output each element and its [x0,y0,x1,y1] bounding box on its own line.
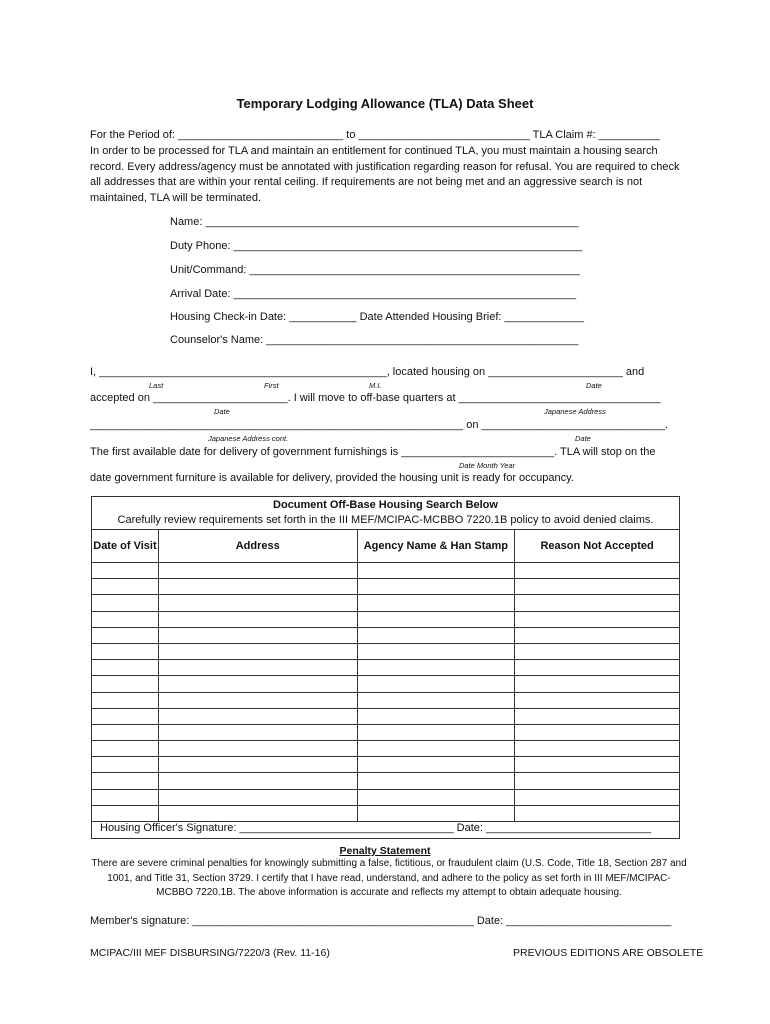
table-row [92,724,680,740]
table-cell[interactable] [357,805,515,821]
table-cell[interactable] [515,643,680,659]
table-cell[interactable] [158,627,357,643]
table-cell[interactable] [515,611,680,627]
table-cell[interactable] [92,741,159,757]
table-row [92,579,680,595]
member-signature[interactable]: Member's signature: ______________________________________________ Date: ___________________________ [90,915,672,927]
penalty-heading: Penalty Statement [339,845,431,857]
table-cell[interactable] [357,773,515,789]
label-japanese-address: Japanese Address [544,407,606,416]
statement-line-3[interactable]: _____________________________________________________________ on ______________________________. [90,419,669,431]
table-cell[interactable] [357,724,515,740]
statement-line-5: date government furniture is available for delivery, provided the housing unit is ready for occupancy. [90,472,574,484]
table-cell[interactable] [92,595,159,611]
statement-line-1[interactable]: I, _______________________________________________, located housing on ______________________ and [90,366,645,378]
search-instruction: Carefully review requirements set forth in the III MEF/MCIPAC-MCBBO 7220.1B policy to avoid denied claims. [117,514,654,526]
table-row [92,563,680,579]
form-number: MCIPAC/III MEF DISBURSING/7220/3 (Rev. 11-16) [90,947,330,959]
table-cell[interactable] [515,676,680,692]
table-cell[interactable] [92,676,159,692]
statement-line-4[interactable]: The first available date for delivery of government furnishings is _________________________. TLA will stop on the [90,446,656,458]
obsolete-notice: PREVIOUS EDITIONS ARE OBSOLETE [513,947,704,959]
table-cell[interactable] [158,724,357,740]
table-cell[interactable] [92,789,159,805]
table-cell[interactable] [158,789,357,805]
table-cell[interactable] [92,708,159,724]
table-cell[interactable] [515,595,680,611]
column-header-agency: Agency Name & Han Stamp [357,530,515,563]
table-cell[interactable] [92,563,159,579]
table-row [92,595,680,611]
column-header-date-of-visit: Date of Visit [92,530,159,563]
table-header-row [92,530,680,563]
label-date-3: Date [575,434,591,443]
table-cell[interactable] [515,660,680,676]
table-cell[interactable] [92,660,159,676]
table-row [92,627,680,643]
table-cell[interactable] [158,741,357,757]
table-cell[interactable] [515,757,680,773]
table-cell[interactable] [92,643,159,659]
table-cell[interactable] [357,789,515,805]
table-cell[interactable] [158,579,357,595]
column-header-address: Address [158,530,357,563]
search-heading: Document Off-Base Housing Search Below [273,499,498,511]
label-japanese-address-cont: Japanese Address cont. [208,434,289,443]
table-cell[interactable] [92,627,159,643]
label-date-2: Date [214,407,230,416]
period-line[interactable]: For the Period of: ___________________________ to ____________________________ TLA Claim #: __________ [90,129,660,141]
table-cell[interactable] [92,757,159,773]
table-cell[interactable] [92,579,159,595]
table-row [92,676,680,692]
unit-command-field[interactable]: Unit/Command: ______________________________________________________ [170,264,580,276]
table-cell[interactable] [515,627,680,643]
counselor-name-field[interactable]: Counselor's Name: ___________________________________________________ [170,334,579,346]
table-row [92,611,680,627]
table-cell[interactable] [357,595,515,611]
table-cell[interactable] [158,595,357,611]
penalty-text: There are severe criminal penalties for knowingly submitting a false, fictitious, or fraudulent claim (U.S. Code, Title 18, Section 287 and 1001, and Title 31, Section 3729. I certify that I have read, understand, and adhere to the policy as set forth in III MEF/MCIPAC-MCBBO 7220.1B. The above information is accurate and reflects my attempt to obtain adequate housing. [91,858,687,898]
table-cell[interactable] [158,611,357,627]
table-cell[interactable] [92,773,159,789]
table-row [92,789,680,805]
table-row [92,805,680,821]
table-cell[interactable] [515,724,680,740]
column-header-reason: Reason Not Accepted [515,530,680,563]
table-cell[interactable] [158,563,357,579]
table-cell[interactable] [92,692,159,708]
table-cell[interactable] [158,676,357,692]
table-cell[interactable] [515,805,680,821]
table-cell[interactable] [158,692,357,708]
table-cell[interactable] [357,676,515,692]
table-row [92,692,680,708]
table-cell[interactable] [357,708,515,724]
label-last: Last [149,381,164,390]
table-cell[interactable] [515,708,680,724]
table-row [92,660,680,676]
intro-paragraph: In order to be processed for TLA and maintain an entitlement for continued TLA, you must maintain a housing search record. Every address/agency must be annotated with justification regarding reason for refusal. You are required to check all addresses that are within your rental ceiling. If requirements are not being met and an aggressive search is not maintained, TLA will be terminated. [90,145,680,204]
table-row [92,741,680,757]
table-cell[interactable] [357,757,515,773]
housing-search-table [91,529,680,822]
label-mi: M.I. [369,381,382,390]
table-cell[interactable] [158,660,357,676]
table-cell[interactable] [92,724,159,740]
table-cell[interactable] [515,563,680,579]
table-cell[interactable] [515,692,680,708]
statement-line-2[interactable]: accepted on ______________________. I will move to off-base quarters at _________________________________ [90,392,661,404]
table-cell[interactable] [515,773,680,789]
page-title: Temporary Lodging Allowance (TLA) Data Sheet [236,96,534,111]
table-cell[interactable] [158,805,357,821]
housing-checkin-field[interactable]: Housing Check-in Date: ___________ Date Attended Housing Brief: _____________ [170,311,585,323]
table-row [92,708,680,724]
duty-phone-field[interactable]: Duty Phone: _________________________________________________________ [170,240,583,252]
table-cell[interactable] [92,611,159,627]
label-date-month-year: Date Month Year [459,461,516,470]
table-cell[interactable] [158,643,357,659]
table-cell[interactable] [357,643,515,659]
table-cell[interactable] [515,789,680,805]
table-cell[interactable] [357,563,515,579]
table-cell[interactable] [515,579,680,595]
table-cell[interactable] [515,741,680,757]
name-field[interactable]: Name: _____________________________________________________________ [170,216,579,228]
label-date-1: Date [586,381,602,390]
table-cell[interactable] [357,627,515,643]
table-cell[interactable] [357,741,515,757]
table-cell[interactable] [158,773,357,789]
label-first: First [264,381,279,390]
table-cell[interactable] [357,692,515,708]
table-row [92,773,680,789]
table-cell[interactable] [357,660,515,676]
table-cell[interactable] [357,611,515,627]
arrival-date-field[interactable]: Arrival Date: ________________________________________________________ [170,288,577,300]
table-cell[interactable] [357,579,515,595]
table-row [92,757,680,773]
table-cell[interactable] [158,757,357,773]
table-cell[interactable] [158,708,357,724]
housing-officer-signature[interactable]: Housing Officer's Signature: ___________________________________ Date: ___________________________ [100,822,652,834]
table-row [92,643,680,659]
table-cell[interactable] [92,805,159,821]
